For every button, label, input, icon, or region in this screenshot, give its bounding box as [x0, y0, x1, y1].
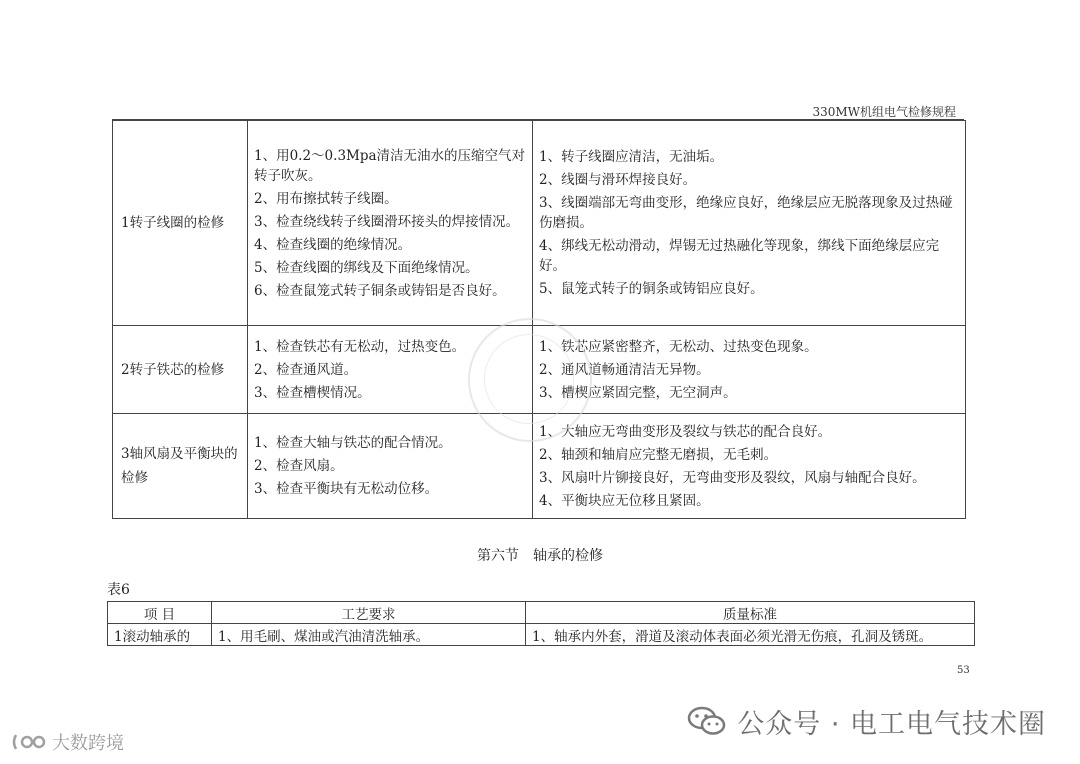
standard-cell: [533, 121, 966, 326]
table-row: [113, 121, 966, 326]
process-step: 3、检查平衡块有无松动位移。: [254, 481, 439, 497]
process-step: 3、检查绕线转子线圈滑环接头的焊接情况。: [254, 213, 520, 230]
process-step: 1、用0.2～0.3Mpa清洁无油水的压缩空气对转子吹灰。: [254, 147, 526, 184]
standard-item: 1、转子线圈应清洁，无油垢。: [539, 149, 724, 165]
process-step: 1、检查铁芯有无松动，过热变色。: [254, 338, 466, 355]
standard-item: 3、风扇叶片铆接良好，无弯曲变形及裂纹，风扇与轴配合良好。: [539, 469, 926, 486]
column-header: 项 目: [108, 602, 212, 624]
document-running-title: 330MW机组电气检修规程: [812, 105, 956, 119]
standard-cell: 1、轴承内外套，滑道及滚动体表面必须光滑无伤痕，孔洞及锈斑。: [526, 624, 975, 646]
standard-item: 3、槽楔应紧固完整，无空洞声。: [539, 384, 737, 401]
process-cell: [248, 414, 533, 519]
table-header-row: [108, 602, 975, 624]
bearing-table: [107, 601, 975, 646]
process-step: 2、检查通风道。: [254, 361, 358, 378]
wechat-account-name: 公众号 · 电工电气技术圈: [737, 708, 1046, 740]
standard-item: 5、鼠笼式转子的铜条或铸铝应良好。: [539, 281, 764, 297]
standard-item: 1、铁芯应紧密整齐，无松动、过热变色现象。: [539, 338, 818, 355]
watermark-stamp-icon: [468, 318, 592, 442]
process-cell: 1、用毛刷、煤油或汽油清洗轴承。: [212, 624, 526, 646]
process-step: 5、检查线圈的绑线及下面绝缘情况。: [254, 259, 479, 276]
standard-item: 2、通风道畅通清洁无异物。: [539, 361, 710, 378]
process-step: 3、检查槽楔情况。: [254, 384, 371, 401]
standard-item: 3、线圈端部无弯曲变形，绝缘应良好，绝缘层应无脱落现象及过热碰伤磨损。: [539, 195, 953, 231]
brand-logo-icon: [10, 731, 48, 753]
column-header: 质量标准: [526, 602, 975, 624]
item-cell: 2转子铁芯的检修: [113, 326, 248, 414]
process-step: 4、检查线圈的绝缘情况。: [254, 236, 412, 253]
standard-item: 4、平衡块应无位移且紧固。: [539, 492, 710, 509]
standard-item: 4、绑线无松动滑动，焊锡无过热融化等现象，绑线下面绝缘层应完好。: [539, 238, 940, 274]
item-cell: 3轴风扇及平衡块的检修: [113, 414, 248, 519]
standard-item: 2、线圈与滑环焊接良好。: [539, 172, 697, 188]
process-step: 6、检查鼠笼式转子铜条或铸铝是否良好。: [254, 282, 506, 299]
process-step: 2、检查风扇。: [254, 458, 344, 474]
column-header: 工艺要求: [212, 602, 526, 624]
table-caption: 表6: [107, 582, 130, 598]
wechat-icon: [687, 706, 727, 736]
standard-cell: [533, 326, 966, 414]
item-cell: 1滚动轴承的: [108, 624, 212, 646]
standard-item: 1、大轴应无弯曲变形及裂纹与铁芯的配合良好。: [539, 423, 832, 440]
table-row: [108, 624, 975, 646]
process-step: 1、检查大轴与铁芯的配合情况。: [254, 435, 452, 451]
standard-cell: [533, 414, 966, 519]
brand-watermark: [10, 729, 124, 755]
page-number: 53: [957, 665, 970, 676]
process-step: 2、用布擦拭转子线圈。: [254, 190, 398, 207]
process-cell: [248, 121, 533, 326]
brand-name: 大数跨境: [52, 733, 124, 754]
item-cell: 1转子线圈的检修: [113, 121, 248, 326]
wechat-account-bar: [687, 703, 1046, 739]
section-heading: 第六节 轴承的检修: [477, 548, 603, 564]
standard-item: 2、轴颈和轴肩应完整无磨损，无毛刺。: [539, 446, 778, 463]
